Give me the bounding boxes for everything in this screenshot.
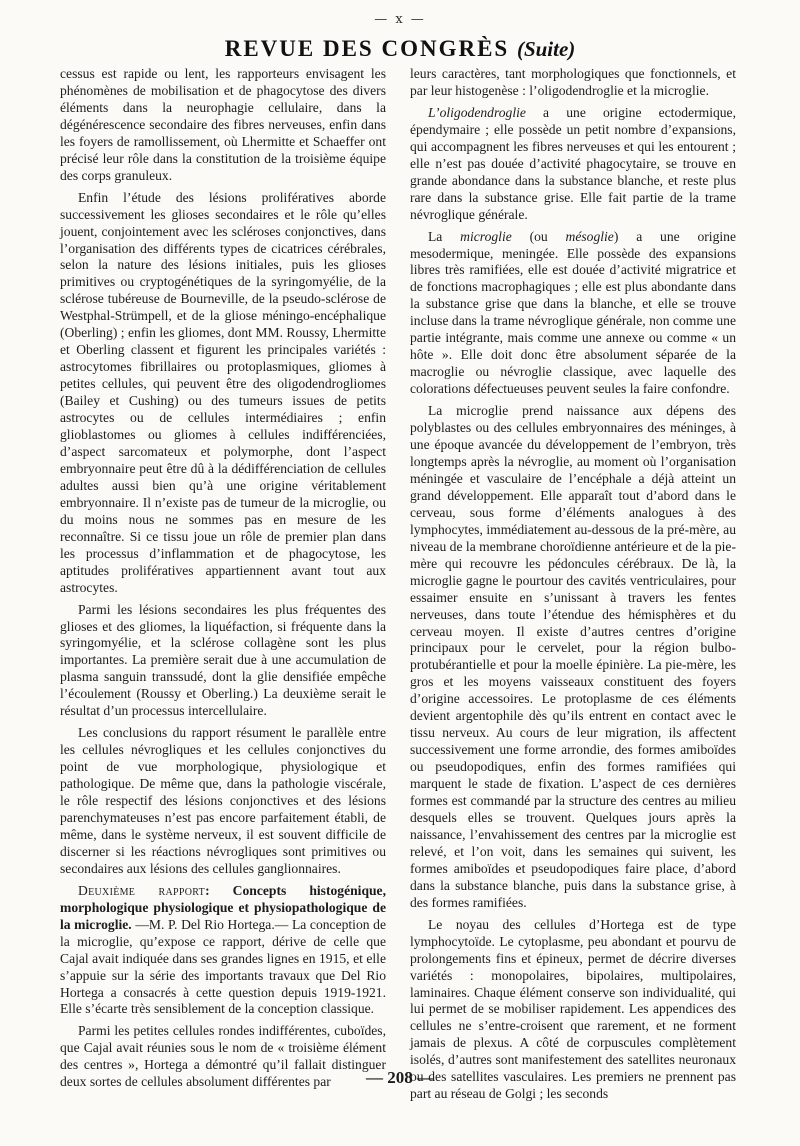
section-heading: : Concepts histogénique, morphologique physiologique et physiopathologique de la microglie. <box>60 882 386 932</box>
paragraph: cessus est rapide ou lent, les rapporteurs envisagent les phénomènes de mobilisation et de phagocytose des divers éléments dans la neurophagie cellulaire, dans la dégénérescence secondaire des fibres nerveuses, enfin dans les foyers de ramollissement, où Lhermitte et Schaeffer ont précisé leur rôle dans la constitution de la troisième équipe des corps granuleux. <box>60 66 386 183</box>
paragraph: Enfin l’étude des lésions prolifératives aborde successivement les glioses secondaires et le rôle qu’elles jouent, conjointement avec les scléroses conjonctives, dans l’organisation des différents types de cicatrices cérébrales, selon la nature des lésions initiales, puis les glioses primitives ou cryptogénétiques de la syringomyélie, de la sclérose tubéreuse de Bourneville, de la pseudo-sclérose de Westphal-Strümpell, et de la gliose méningo-encéphalique (Oberling) ; enfin les gliomes, dont MM. Roussy, Lhermitte et Oberling classent et figurent les principales variétés : astrocytomes fibrillaires ou protoplasmiques, gliomes à petites cellules, qui peuvent être des oligodendrogliomes (Bailey et Cushing) ou des tumeurs issues de petits astrocytes ou de cellules intermédiaires ; enfin glioblastomes ou gliomes à cellules indifférenciées, d’aspect sarcomateux et polymorphe, dont l’aspect embryonnaire peut être dû à la dédifférenciation de cellules adultes aussi bien qu’à une origine véritablement embryonnaire. Il n’existe pas de tumeur de la microglie, ou du moins nous ne sommes pas en mesure de les reconnaître. Si ce tissu joue un rôle de premier plan dans les processus d’inflammation et de phagocytose, les aptitudes prolifératives appartiennent avant tout aux astrocytes. <box>60 189 386 595</box>
paragraph-body: ) a une origine mesodermique, meningée. Elle possède des expansions libres très ramifiées, elle est douée d’activité migratrice et de fonctions macrophagiques ; elle est plus abondante dans la substance grise que dans la blanche, et elle se trouve incluse dans la trame névroglique générale, non comme une partie intégrante, mais comme une annexe ou comme « un hôte ». Elle doit donc être absolument séparée de la macroglie ou névroglie classique, avec laquelle des colorations défectueuses peuvent seules la faire confondre. <box>410 228 736 397</box>
section-heading-paragraph <box>60 883 386 1019</box>
paragraph: leurs caractères, tant morphologiques que fonctionnels, et par leur histogenèse : l’oligodendroglie et la microglie. <box>410 66 736 98</box>
term: mésoglie <box>565 228 614 244</box>
paragraph: La microglie prend naissance aux dépens des polyblastes ou des cellules embryonnaires des méninges, à une époque avancée du développement de l’embryon, très longtemps après la névroglie, au moment où l’organisation méningée et vasculaire de l’encéphale a déjà atteint un grand développement. Elle apparaît tout d’abord dans le cerveau, sous forme d’éléments analogues à des lymphocytes, immédiatement au-dessous de la pré-mère, au niveau de la membrane choroïdienne antérieure et de la pie-mère qui recouvre les pédoncules cérébraux. De là, la microglie gagne le pourtour des cavités ventriculaires, pour essaimer ensuite en s’unissant à travers les fentes nerveuses, dans toute l’étendue des hémisphères et du cerveau moyen. Il existe d’autres centres d’origine principaux pour le cervelet, pour la région bulbo-protubérantielle et pour la moelle épinière. La pie-mère, les gros et les moyens vaisseaux constituent des foyers d’origine accessoires. Le protoplasme de ces éléments devient argentophile dès qu’ils entrent en contact avec le tissu nerveux. Au cours de leur migration, ils affectent successivement une forme arrondie, des formes amiboïdes ou pseudopodiques, enfin des formes ramifiées qui marquent le stade de fixation. L’aspect de ces dernières formes est commandé par la structure des centres au milieu desquels elles se trouvent. Quelques jours après la naissance, l’envahissement des centres par la microglie est relevé, et l’on voit, dans les semaines qui suivent, les formes amiboïdes et pseudopodiques faire place, d’abord dans la substance blanche, puis dans la substance grise, à des formes ramifiées. <box>410 403 736 910</box>
right-column <box>410 66 736 1102</box>
paragraph: Parmi les petites cellules rondes indifférentes, cuboïdes, que Cajal avait réunies sous le nom de « troisième élément des centres », Hortega a démontré qu’il fallait distinguer deux sortes de cellules absolument différentes par <box>60 1023 386 1090</box>
paragraph-body: a une origine ectodermique, épendymaire ; elle possède un petit nombre d’expansions, qui accompagnent les fibres nerveuses et qui les entourent ; elle n’est pas douée d’activité phagocytaire, se trouve en grande abondance dans la substance blanche, et reste plus rare dans la substance grise. Elle fait partie de la trame névroglique générale. <box>410 104 736 222</box>
paragraph-mid: (ou <box>511 228 566 244</box>
title-main: REVUE DES CONGRÈS <box>224 36 510 61</box>
paragraph <box>410 105 736 224</box>
section-label: Deuxième rapport <box>78 882 206 898</box>
paragraph-lead: La <box>428 228 461 244</box>
paragraph: Parmi les lésions secondaires les plus fréquentes des glioses et des gliomes, la liquéfaction, si fréquente dans la syringomyélie, et la sclérose collagène sont les plus importantes. La première serait due à une accumulation de plasma sanguin transsudé, dont la glie densifiée empêche l’écoulement (Roussy et Oberling.) La deuxième serait le résultat d’un processus intercellulaire. <box>60 601 386 719</box>
term: L’oligodendroglie <box>428 104 526 120</box>
page-number: — 208 — <box>366 1068 434 1087</box>
title-suite: (Suite) <box>516 37 576 61</box>
paragraph: Le noyau des cellules d’Hortega est de type lymphocytoïde. Le cytoplasme, peu abondant et pourvu de prolongements fins et épineux, permet de décrire diverses variétés : monopolaires, bipolaires, multipolaires, laminaires. Chaque élément conserve son individualité, qui lui permet de se mobiliser rapidement. Les appendices des cellules ne s’entre-croisent que rarement, et ne forment jamais de plexus. A côté de corpuscules complètement isolés, d’autres sont manifestement des satellites neuronaux ou des satellites vasculaires. Les premiers ne prennent pas part au réseau de Golgi ; les seconds <box>410 916 736 1102</box>
term: microglie <box>460 228 512 244</box>
paragraph: Les conclusions du rapport résument le parallèle entre les cellules névrogliques et les cellules conjonctives du point de vue morphologique, physiologique et pathologique. De même que, dans la pathologie viscérale, le rôle respectif des lésions conjonctives et des lésions parenchymateuses n’est pas encore parfaitement établi, de même, dans le système nerveux, il est souvent difficile de discerner si les réactions névrogliques sont primitives ou secondaires aux lésions des cellules ganglionnaires. <box>60 725 386 876</box>
page-title <box>0 36 800 62</box>
ornament-number: — x — <box>374 12 426 27</box>
section-author: —M. P. Del Rio Hortega.— <box>135 916 289 932</box>
paragraph <box>410 229 736 399</box>
left-column <box>60 66 386 1090</box>
section-body: La conception de la microglie, qu’expose ce rapport, dérive de celle que Cajal avait indiquée dans ses grandes lignes en 1915, et elle s’appuie sur la série des importants travaux que Del Rio Hortega a consacrés à cette question depuis 1919-1921. Elle s’écarte très sensiblement de la conception classique. <box>60 916 386 1017</box>
